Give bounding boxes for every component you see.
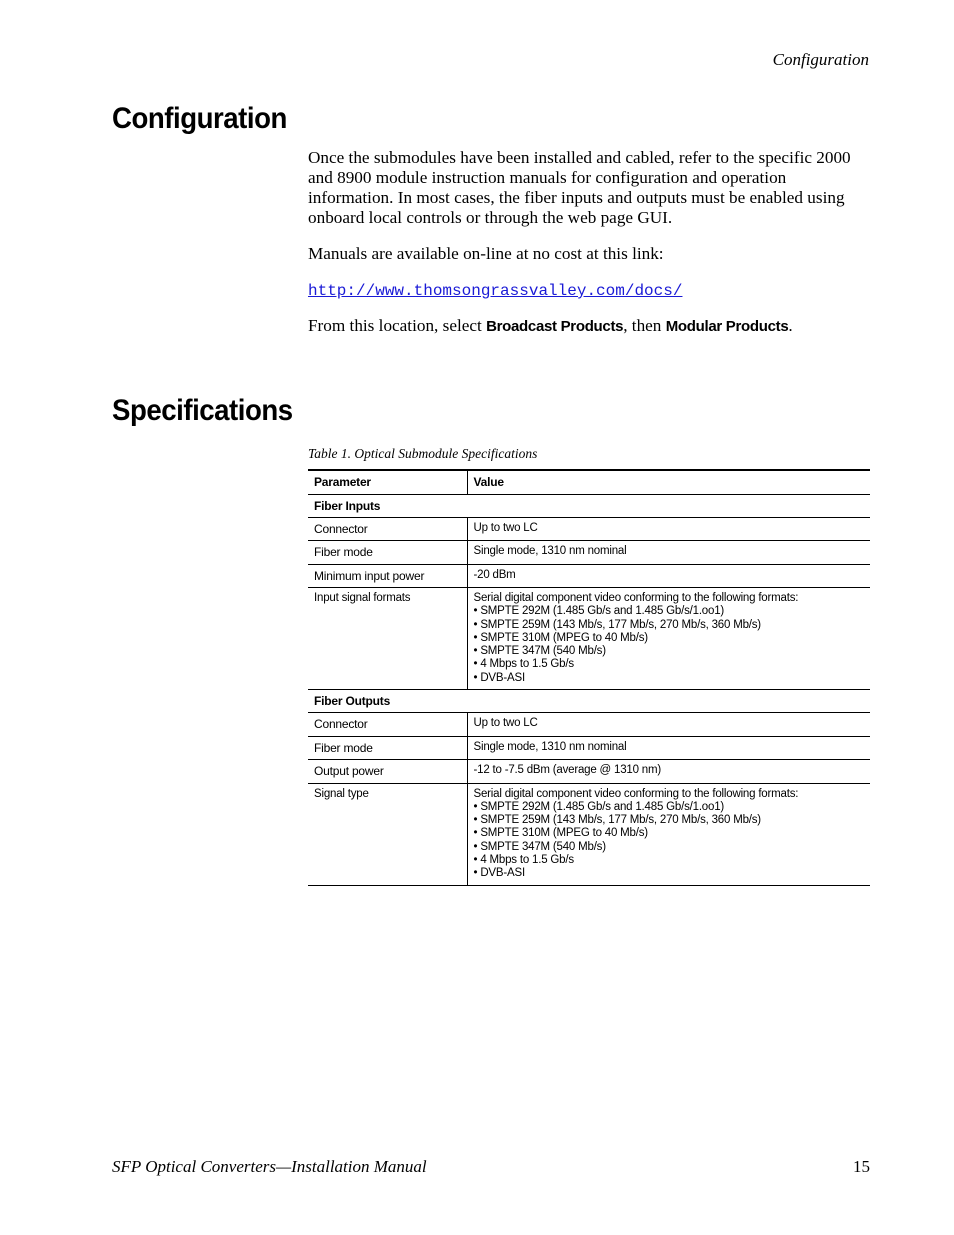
list-item: • 4 Mbps to 1.5 Gb/s bbox=[474, 854, 865, 867]
list-item: • SMPTE 259M (143 Mb/s, 177 Mb/s, 270 Mb/s, 360 Mb/s) bbox=[474, 814, 865, 827]
section-title-specifications: Specifications bbox=[112, 394, 293, 427]
formats-list bbox=[474, 605, 865, 685]
formats-intro: Serial digital component video conforming to the following formats: bbox=[473, 787, 799, 800]
list-item: • SMPTE 347M (540 Mb/s) bbox=[474, 645, 865, 658]
running-footer bbox=[112, 1157, 870, 1177]
value-cell: Up to two LC bbox=[467, 517, 870, 541]
header-parameter: Parameter bbox=[308, 470, 467, 494]
intro-paragraph: Once the submodules have been installed and cabled, refer to the specific 2000 and 8900 module instruction manuals for configuration and operation information. In most cases, the fiber inputs and outputs must be enabled using onboard local controls or through the web page GUI. bbox=[308, 148, 851, 227]
location-suffix: . bbox=[788, 316, 793, 335]
location-mid: , then bbox=[623, 316, 666, 335]
table-row bbox=[308, 760, 870, 784]
location-prefix: From this location, select bbox=[308, 316, 487, 335]
value-cell bbox=[467, 783, 870, 885]
list-item: • SMPTE 310M (MPEG to 40 Mb/s) bbox=[474, 827, 865, 840]
value-cell: -12 to -7.5 dBm (average @ 1310 nm) bbox=[467, 760, 870, 784]
list-item: • SMPTE 292M (1.485 Gb/s and 1.485 Gb/s/1.oo1) bbox=[474, 605, 865, 618]
param-cell: Output power bbox=[308, 760, 467, 784]
group-row-fiber-inputs bbox=[308, 494, 870, 517]
list-item: • DVB-ASI bbox=[474, 867, 865, 880]
value-cell: Single mode, 1310 nm nominal bbox=[467, 541, 870, 565]
page-number: 15 bbox=[853, 1157, 870, 1176]
param-cell: Input signal formats bbox=[308, 588, 467, 690]
formats-intro: Serial digital component video conforming to the following formats: bbox=[473, 592, 799, 604]
manual-title: SFP Optical Converters—Installation Manual bbox=[112, 1157, 427, 1176]
section-title-configuration: Configuration bbox=[112, 102, 287, 135]
value-cell: -20 dBm bbox=[467, 564, 870, 588]
param-cell: Fiber mode bbox=[308, 541, 467, 565]
list-item: • SMPTE 310M (MPEG to 40 Mb/s) bbox=[474, 632, 865, 645]
modular-products-label: Modular Products bbox=[665, 318, 789, 335]
broadcast-products-label: Broadcast Products bbox=[486, 318, 624, 335]
table-row bbox=[308, 783, 870, 885]
list-item: • SMPTE 347M (540 Mb/s) bbox=[474, 841, 865, 854]
group-row-fiber-outputs bbox=[308, 690, 870, 713]
value-cell bbox=[467, 588, 870, 690]
param-cell: Minimum input power bbox=[308, 564, 467, 588]
table-row bbox=[308, 588, 870, 690]
list-item: • SMPTE 292M (1.485 Gb/s and 1.485 Gb/s/1.oo1) bbox=[474, 801, 865, 814]
table-row bbox=[308, 517, 870, 541]
formats-list bbox=[474, 801, 865, 881]
list-item: • SMPTE 259M (143 Mb/s, 177 Mb/s, 270 Mb/s, 360 Mb/s) bbox=[474, 619, 865, 632]
table-row bbox=[308, 713, 870, 737]
docs-link[interactable]: http://www.thomsongrassvalley.com/docs/ bbox=[308, 282, 683, 300]
value-cell: Up to two LC bbox=[467, 713, 870, 737]
specifications-table bbox=[308, 469, 870, 886]
header-value: Value bbox=[467, 470, 870, 494]
param-cell: Connector bbox=[308, 517, 467, 541]
location-paragraph bbox=[308, 316, 874, 337]
table-header-row bbox=[308, 470, 870, 494]
value-cell: Single mode, 1310 nm nominal bbox=[467, 736, 870, 760]
param-cell: Signal type bbox=[308, 783, 467, 885]
list-item: • DVB-ASI bbox=[474, 672, 865, 685]
table-caption: Table 1. Optical Submodule Specifications bbox=[308, 446, 538, 461]
list-item: • 4 Mbps to 1.5 Gb/s bbox=[474, 658, 865, 671]
table-row bbox=[308, 736, 870, 760]
param-cell: Fiber mode bbox=[308, 736, 467, 760]
manuals-paragraph: Manuals are available on-line at no cost at this link: bbox=[308, 244, 664, 263]
table-row bbox=[308, 541, 870, 565]
group-label: Fiber Outputs bbox=[308, 690, 870, 713]
group-label: Fiber Inputs bbox=[308, 494, 870, 517]
param-cell: Connector bbox=[308, 713, 467, 737]
running-header: Configuration bbox=[772, 50, 869, 69]
table-row bbox=[308, 564, 870, 588]
